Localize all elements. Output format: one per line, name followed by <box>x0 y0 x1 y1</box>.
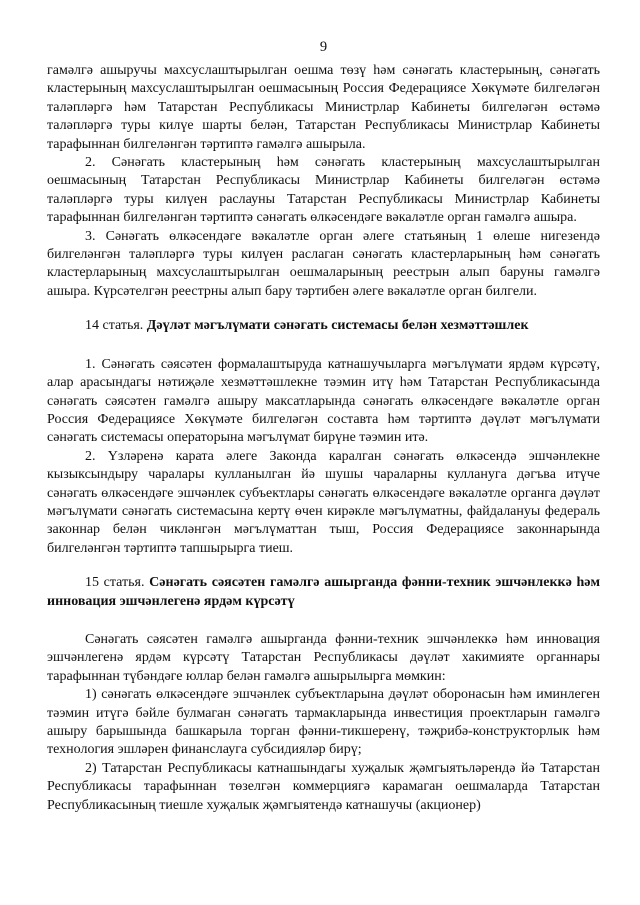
article-15-title: Сәнәгать сәясәтен гамәлгә ашырганда фәнни-техник эшчәнлеккә һәм инновация эшчәнлегенә ярдәм күрсәтү <box>47 575 601 609</box>
paragraph-continuation: гамәлгә ашыручы махсуслаштырылган оешма төзү һәм сәнәгать кластерының, сәнәгать кластерының махсуслаштырылган оешмасының Россия Федерациясе Хөкүмәте билгеләгән таләпләргә һәм Татарстан Республикасы Министрлар Кабинеты билгеләгән өстәмә таләпләргә туры килүе шарты белән, Татарстан Республикасы Министрлар Кабинеты тарафыннан билгеләнгән тәртиптә гамәлгә ашырыла. <box>47 63 600 152</box>
article-15-heading <box>47 574 600 611</box>
article-14-paragraph-1: 1. Сәнәгать сәясәтен формалаштыруда катнашучыларга мәгълүмати ярдәм күрсәтү, алар арасындагы нәтиҗәле хезмәттәшлекне тәэмин итү һәм Татарстан Республикасында сәнәгать сәясәтен гамәлгә ашыру максатларында сәнәгать өлкәсендәге вәкаләтле орган Россия Федерациясе Хөкүмәте билгеләгән составта һәм тәртиптә дәүләт мәгълүмати сәнәгать системасы операторына мәгълүмат бирүне тәэмин итә. <box>47 356 600 446</box>
paragraph-clause-2: 2. Сәнәгать кластерының һәм сәнәгать кластерының махсуслаштырылган оешмасының Татарстан Республикасы Министрлар Кабинеты билгеләгән өстәмә таләпләргә туры килүен раслауны Татарстан Республикасы Министрлар Кабинеты тарафыннан билгеләнгән тәртиптә сәнәгать өлкәсендәге вәкаләтле орган гамәлгә ашыра. <box>47 155 600 226</box>
article-15-item-2: 2) Татарстан Республикасы катнашындагы хуҗалык җәмгыятьләрендә йә Татарстан Республикасы тарафыннан төзелгән коммерциягә карамаган оешмаларда Татарстан Республикасының тиешле хуҗалык җәмгыятендә катнашучы (акционер) <box>47 760 600 813</box>
page-number: 9 <box>319 39 328 55</box>
article-15-number: 15 статья. <box>85 575 145 591</box>
article-15-intro: Сәнәгать сәясәтен гамәлгә ашырганда фәнни-техник эшчәнлеккә һәм инновация эшчәнлегенә ярдәм күрсәтү Татарстан Республикасы дәүләт хакимияте органнары тарафыннан түбәндәге юллар белән гамәлгә ашырылырга мөмкин: <box>47 631 600 684</box>
article-15-item-1: 1) сәнәгать өлкәсендәге эшчәнлек субъектларына дәүләт оборонасын һәм иминлеген тәэмин итүгә бәйле булмаган сәнәгать тармакларында инвестиция проектларын гамәлгә ашыру барышында башкарыла торган фәнни-тикшеренү, тәҗрибә-конструкторлык һәм технология эшләрен финанслауга субсидияләр бирү; <box>47 687 600 758</box>
article-14-paragraph-2: 2. Үзләренә карата әлеге Законда каралган сәнәгать өлкәсендә эшчәнлекне кызыксындыру чаралары кулланылган йә шушы чараларны куллануга дәгъва итүче сәнәгать өлкәсендәге эшчәнлек субъектлары сәнәгать өлкәсендәге вәкаләтле органга дәүләт мәгълүмати сәнәгать системасына кертү өчен кирәкле мәгълүматны, файдалануы федераль законнар белән чикләнгән мәгълүматтан тыш, Россия Федерациясе законнарында билгеләнгән тәртиптә тапшырырга тиеш. <box>47 448 600 556</box>
article-14-heading <box>47 317 600 335</box>
article-14-number: 14 статья. <box>85 318 144 334</box>
article-14-title: Дәүләт мәгълүмати сәнәгать системасы белән хезмәттәшлек <box>146 318 529 334</box>
paragraph-clause-3: 3. Сәнәгать өлкәсендәге вәкаләтле орган әлеге статьяның 1 өлеше нигезендә билгеләнгән таләпләргә туры килүен раслаган сәнәгать кластерларының һәм сәнәгать кластерларының махсуслаштырылган оешмаларының реестрын алып баруны гамәлгә ашыра. Күрсәтелгән реестрны алып бару тәртибен әлеге вәкаләтле орган билгели. <box>47 228 600 299</box>
